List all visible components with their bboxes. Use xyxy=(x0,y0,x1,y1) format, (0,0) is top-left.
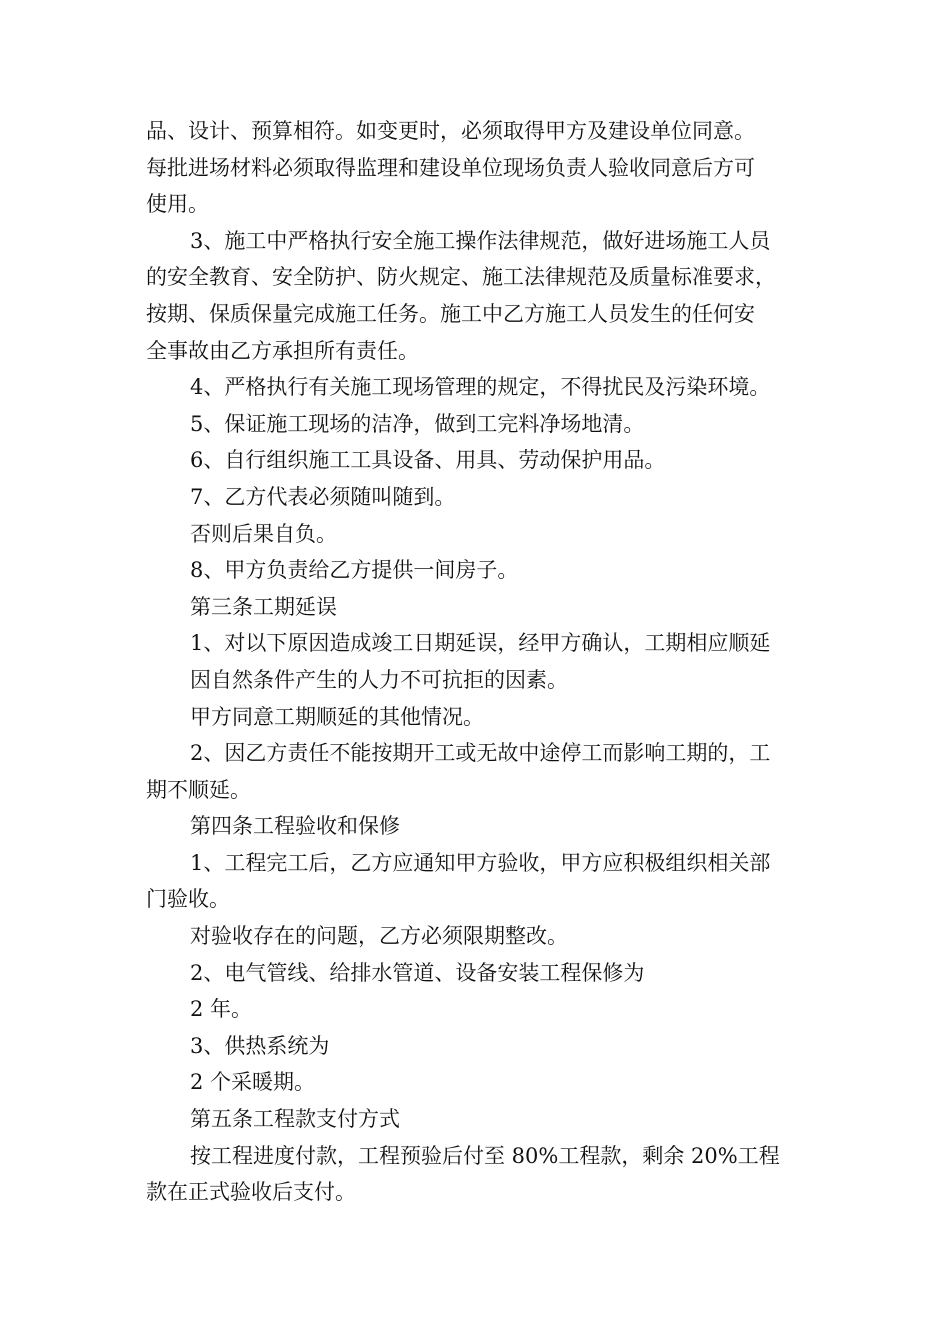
text-line: 3、施工中严格执行安全施工操作法律规范，做好进场施工人员 xyxy=(190,228,771,253)
text-line: 2 个采暖期。 xyxy=(190,1070,316,1095)
text-line: 因自然条件产生的人力不可抗拒的因素。 xyxy=(190,667,568,692)
text-line: 8、甲方负责给乙方提供一间房子。 xyxy=(190,558,519,583)
contract-text-body xyxy=(146,113,826,1211)
text-line: 2 年。 xyxy=(190,997,253,1022)
text-line: 使用。 xyxy=(146,192,209,217)
text-line: 1、对以下原因造成竣工日期延误，经甲方确认，工期相应顺延 xyxy=(190,631,771,656)
text-line: 甲方同意工期顺延的其他情况。 xyxy=(190,704,484,729)
text-line: 门验收。 xyxy=(146,887,230,912)
text-line: 品、设计、预算相符。如变更时，必须取得甲方及建设单位同意。 xyxy=(146,119,755,143)
text-line: 2、因乙方责任不能按期开工或无故中途停工而影响工期的，工 xyxy=(190,741,771,766)
text-line: 的安全教育、安全防护、防火规定、施工法律规范及质量标准要求， xyxy=(146,265,776,290)
section-heading: 第五条工程款支付方式 xyxy=(190,1107,400,1132)
section-heading: 第三条工期延误 xyxy=(190,594,337,619)
text-line: 1、工程完工后，乙方应通知甲方验收，甲方应积极组织相关部 xyxy=(190,850,771,875)
text-line: 5、保证施工现场的洁净，做到工完料净场地清。 xyxy=(190,411,645,436)
text-line: 全事故由乙方承担所有责任。 xyxy=(146,338,419,363)
text-line: 期不顺延。 xyxy=(146,777,251,802)
text-line: 7、乙方代表必须随叫随到。 xyxy=(190,484,456,509)
text-line: 6、自行组织施工工具设备、用具、劳动保护用品。 xyxy=(190,448,666,473)
text-line: 款在正式验收后支付。 xyxy=(146,1180,356,1205)
text-line: 按工程进度付款，工程预验后付至 80%工程款，剩余 20%工程 xyxy=(190,1143,780,1168)
text-line: 按期、保质保量完成施工任务。施工中乙方施工人员发生的任何安 xyxy=(146,301,755,326)
text-line: 每批进场材料必须取得监理和建设单位现场负责人验收同意后方可 xyxy=(146,155,755,180)
text-line: 3、供热系统为 xyxy=(190,1033,330,1058)
text-line: 否则后果自负。 xyxy=(190,521,337,546)
section-heading: 第四条工程验收和保修 xyxy=(190,814,400,839)
text-line: 对验收存在的问题，乙方必须限期整改。 xyxy=(190,924,568,949)
text-line: 4、严格执行有关施工现场管理的规定，不得扰民及污染环境。 xyxy=(190,375,771,400)
text-line: 2、电气管线、给排水管道、设备安装工程保修为 xyxy=(190,960,645,985)
